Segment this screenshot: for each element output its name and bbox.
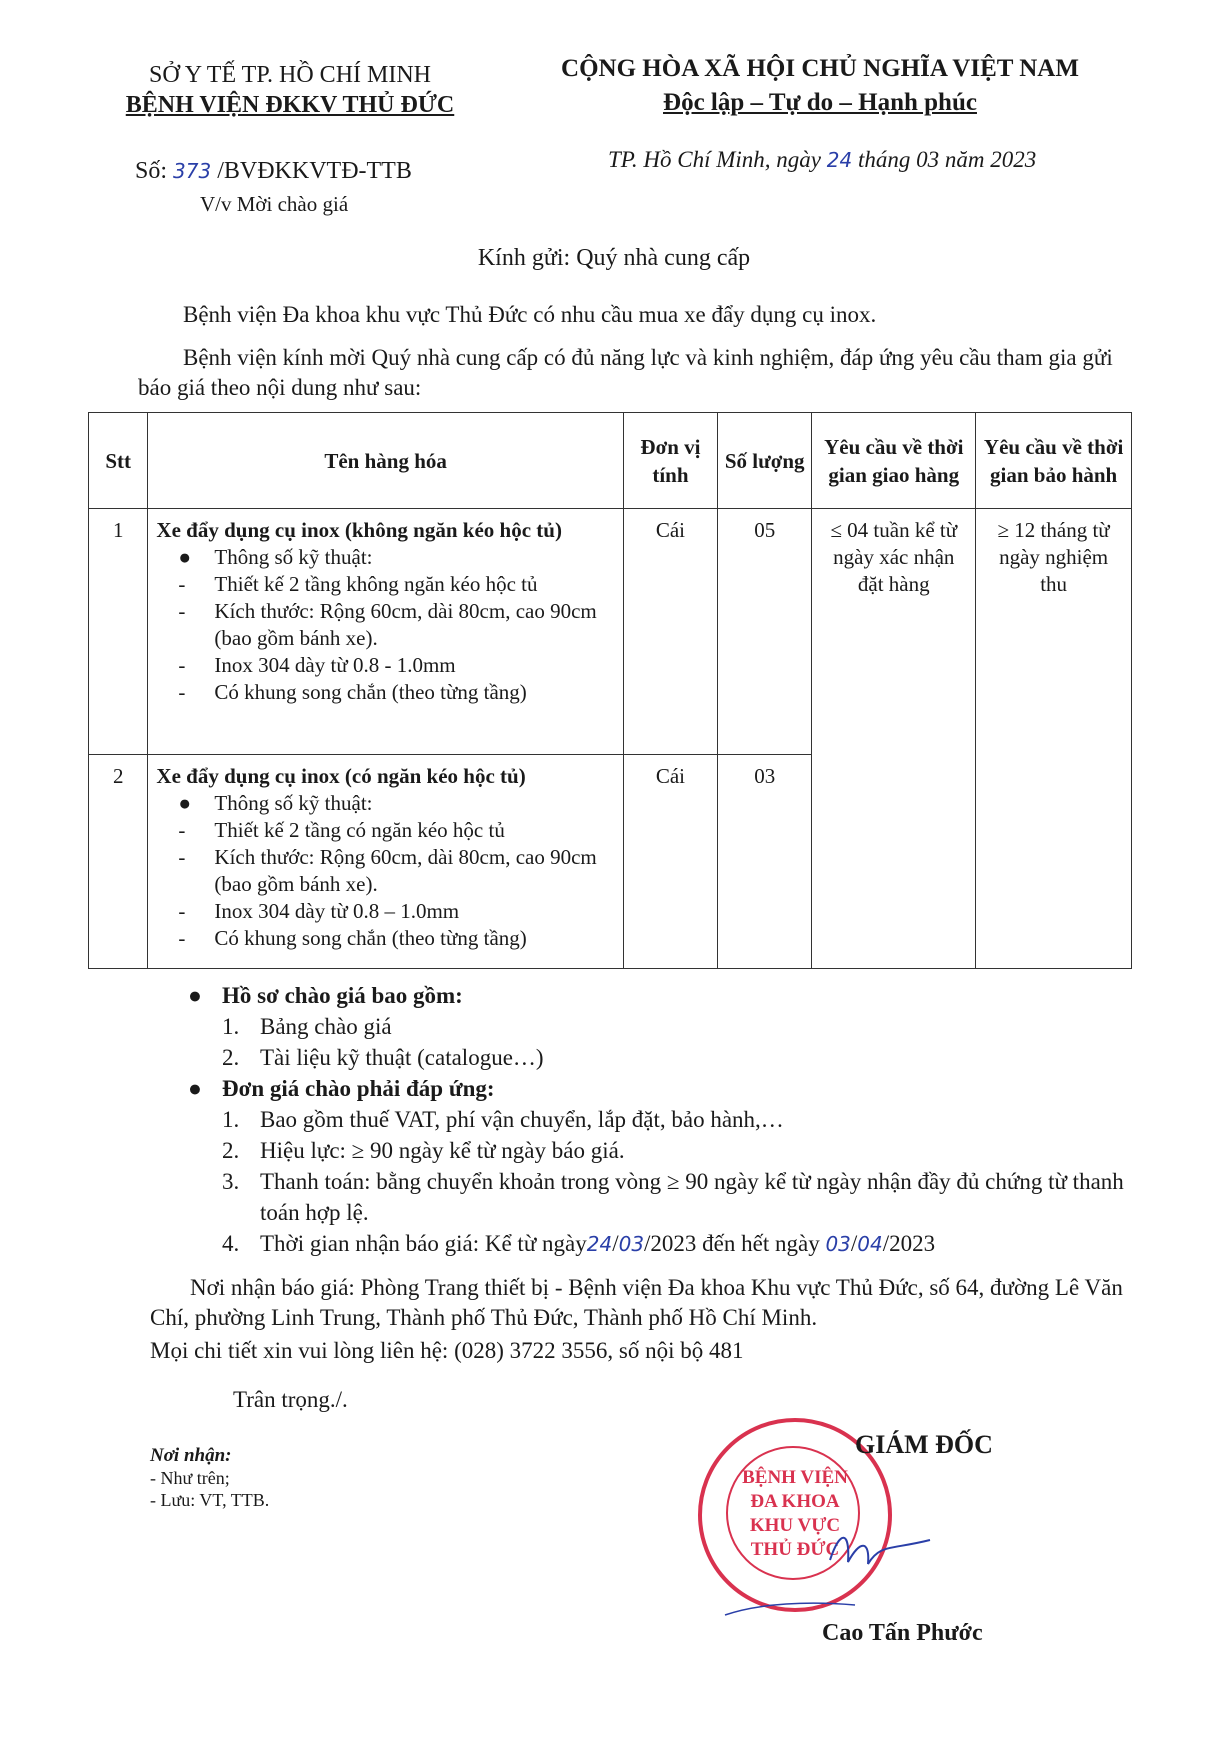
document-date: TP. Hồ Chí Minh, ngày 24 tháng 03 năm 2023 (608, 147, 1037, 172)
handwritten-month: 03 (618, 1232, 645, 1256)
bullet-icon: ● (178, 545, 192, 569)
table-header-row (89, 413, 1132, 509)
list-item: 1. Bảng chào giá (222, 1014, 392, 1039)
list-item: 3. Thanh toán: bằng chuyển khoản trong vòng ≥ 90 ngày kể từ ngày nhận đầy đủ chứng từ thanh toán hợp lệ. (222, 1169, 1124, 1225)
handwritten-month: 04 (857, 1232, 883, 1256)
country-name: CỘNG HÒA XÃ HỘI CHỦ NGHĨA VIỆT NAM (561, 55, 1079, 82)
header-warranty: Yêu cầu về thời gian bảo hành (976, 413, 1132, 509)
national-motto-block (520, 52, 1120, 120)
recipients-heading: Nơi nhận: (150, 1445, 232, 1466)
header-qty: Số lượng (718, 413, 812, 509)
table-row (89, 509, 1132, 755)
list-item: 2. Tài liệu kỹ thuật (catalogue…) (222, 1045, 544, 1070)
pricing-heading: ● Đơn giá chào phải đáp ứng: (178, 1073, 1128, 1104)
list-item: - Thiết kế 2 tầng không ngăn kéo hộc tủ (178, 572, 538, 596)
list-item: ● Thông số kỹ thuật: (178, 791, 373, 815)
handwritten-day: 03 (825, 1232, 851, 1256)
list-item: 1. Bao gồm thuế VAT, phí vận chuyển, lắp đặt, bảo hành,… (222, 1107, 784, 1132)
motto: Độc lập – Tự do – Hạnh phúc (663, 89, 977, 116)
signature-scribble (820, 1520, 940, 1580)
handwritten-day: 24 (826, 148, 853, 172)
row-unit: Cái (623, 755, 717, 969)
recipient-line: - Như trên; (150, 1468, 230, 1488)
spec-list (156, 790, 614, 952)
requirements-list (178, 980, 1128, 1260)
delivery-requirement: ≤ 04 tuần kể từ ngày xác nhận đặt hàng (812, 509, 976, 969)
bullet-icon: ● (188, 1076, 202, 1101)
spec-list (156, 544, 614, 706)
list-item: - Thiết kế 2 tầng có ngăn kéo hộc tủ (178, 818, 505, 842)
intro-paragraph-2: Bệnh viện kính mời Quý nhà cung cấp có đủ năng lực và kinh nghiệm, đáp ứng yêu cầu tham gia gửi báo giá theo nội dung như sau: (138, 345, 1113, 400)
list-item: ● Thông số kỹ thuật: (178, 545, 373, 569)
goods-table (88, 412, 1132, 969)
row-item (148, 509, 623, 755)
row-qty: 05 (718, 509, 812, 755)
header-delivery: Yêu cầu về thời gian giao hàng (812, 413, 976, 509)
list-item: - Kích thước: Rộng 60cm, dài 80cm, cao 90cm (bao gồm bánh xe). (178, 599, 597, 650)
list-item: 2. Hiệu lực: ≥ 90 ngày kể từ ngày báo giá. (222, 1138, 625, 1163)
signer-name: Cao Tấn Phước (822, 1620, 983, 1646)
signer-title: GIÁM ĐỐC (855, 1430, 993, 1459)
item-title: Xe đẩy dụng cụ inox (không ngăn kéo hộc tủ) (156, 518, 562, 542)
bullet-icon: ● (188, 983, 202, 1008)
list-item: - Inox 304 dày từ 0.8 – 1.0mm (178, 899, 460, 923)
row-qty: 03 (718, 755, 812, 969)
recipients (150, 1445, 269, 1511)
list-item: - Inox 304 dày từ 0.8 - 1.0mm (178, 653, 456, 677)
department-name: SỞ Y TẾ TP. HỒ CHÍ MINH (148, 62, 432, 88)
list-item: - Có khung song chắn (theo từng tầng) (178, 926, 527, 950)
list-item: 4. Thời gian nhận báo giá: Kể từ ngày24/03/2023 đến hết ngày 03/04/2023 (222, 1231, 936, 1256)
contact-info: Mọi chi tiết xin vui lòng liên hệ: (028) 3722 3556, số nội bộ 481 (150, 1338, 744, 1363)
item-title: Xe đẩy dụng cụ inox (có ngăn kéo hộc tủ) (156, 764, 526, 788)
handwritten-day: 24 (586, 1232, 613, 1256)
recipient-line: - Lưu: VT, TTB. (150, 1490, 270, 1510)
list-item: - Kích thước: Rộng 60cm, dài 80cm, cao 90cm (bao gồm bánh xe). (178, 845, 597, 896)
intro-paragraph-1: Bệnh viện Đa khoa khu vực Thủ Đức có nhu cầu mua xe đẩy dụng cụ inox. (183, 302, 877, 327)
header-unit: Đơn vị tính (623, 413, 717, 509)
header-stt: Stt (89, 413, 148, 509)
header-name: Tên hàng hóa (148, 413, 623, 509)
document-number: Số: 373 /BVĐKKVTĐ-TTB (135, 158, 412, 184)
dossier-heading: ● Hồ sơ chào giá bao gồm: (178, 980, 1128, 1011)
closing: Trân trọng./. (233, 1387, 348, 1412)
row-unit: Cái (623, 509, 717, 755)
row-stt: 2 (89, 755, 148, 969)
row-item (148, 755, 623, 969)
list-item: - Có khung song chắn (theo từng tầng) (178, 680, 527, 704)
handwritten-number: 373 (173, 159, 212, 183)
document-subject: V/v Mời chào giá (200, 192, 349, 216)
salutation: Kính gửi: Quý nhà cung cấp (477, 245, 751, 271)
warranty-requirement: ≥ 12 tháng từ ngày nghiệm thu (976, 509, 1132, 969)
receive-address: Nơi nhận báo giá: Phòng Trang thiết bị - Bệnh viện Đa khoa Khu vực Thủ Đức, số 64, đường Lê Văn Chí, phường Linh Trung, Thành phố Thủ Đức, Thành phố Hồ Chí Minh. (150, 1275, 1123, 1330)
row-stt: 1 (89, 509, 148, 755)
hospital-name: BỆNH VIỆN ĐKKV THỦ ĐỨC (125, 92, 455, 118)
issuer-block (90, 60, 490, 120)
official-stamp: BỆNH VIỆN ĐA KHOA KHU VỰC THỦ ĐỨC (698, 1418, 892, 1612)
bullet-icon: ● (178, 791, 192, 815)
